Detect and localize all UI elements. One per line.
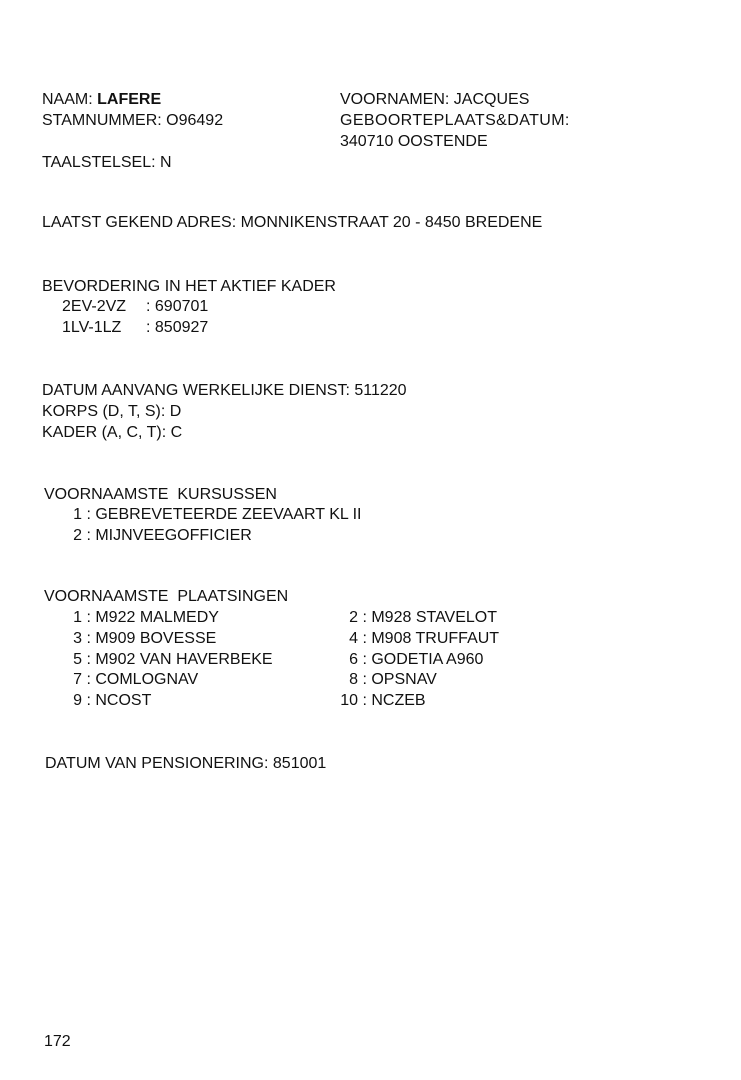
plaatsing-number: 3: [73, 630, 82, 647]
naam-line: [42, 90, 161, 110]
plaatsing-item: [335, 691, 426, 711]
plaatsing-number: 8: [349, 671, 358, 688]
pensionering-label: DATUM VAN PENSIONERING:: [45, 755, 269, 772]
bevordering-date: : 850927: [146, 319, 209, 336]
plaatsing-item: [60, 608, 219, 628]
kursus-item: [60, 526, 252, 546]
voornamen-value: JACQUES: [453, 91, 530, 108]
taalstelsel-value: N: [159, 154, 172, 171]
aanvang-line: [42, 381, 407, 401]
bevordering-grade: 1LV-1LZ: [62, 319, 122, 336]
kursussen-heading: VOORNAAMSTE KURSUSSEN: [44, 486, 277, 503]
kursus-text: : MIJNVEEGOFFICIER: [86, 527, 252, 544]
korps-label: KORPS (D, T, S):: [42, 403, 166, 420]
pensionering-value: 851001: [272, 755, 327, 772]
aanvang-label: DATUM AANVANG WERKELIJKE DIENST:: [42, 382, 350, 399]
plaatsing-number: 1: [73, 609, 82, 626]
plaatsing-number: 5: [73, 651, 82, 668]
kader-line: [42, 423, 182, 443]
plaatsing-item: [335, 608, 497, 628]
korps-value: D: [169, 403, 182, 420]
stamnummer-line: [42, 111, 223, 131]
kader-label: KADER (A, C, T):: [42, 424, 167, 441]
bevordering-date: : 690701: [146, 298, 209, 315]
bevordering-heading: BEVORDERING IN HET AKTIEF KADER: [42, 278, 336, 295]
plaatsing-item: [335, 629, 499, 649]
plaatsing-item: [60, 670, 198, 690]
plaatsing-text: : GODETIA A960: [362, 651, 484, 668]
bevordering-item: [62, 297, 208, 317]
kursus-text: : GEBREVETEERDE ZEEVAART KL II: [86, 506, 362, 523]
pensionering-line: [45, 754, 326, 774]
page-number: 172: [44, 1033, 71, 1050]
bevordering-item: [62, 318, 208, 338]
stamnummer-label: STAMNUMMER:: [42, 112, 162, 129]
plaatsing-text: : NCOST: [86, 692, 152, 709]
plaatsing-text: : COMLOGNAV: [86, 671, 199, 688]
plaatsing-text: : M922 MALMEDY: [86, 609, 219, 626]
plaatsing-number: 6: [349, 651, 358, 668]
plaatsing-number: 7: [73, 671, 82, 688]
plaatsing-item: [60, 629, 216, 649]
taalstelsel-line: [42, 153, 172, 173]
plaatsing-number: 2: [349, 609, 358, 626]
kursus-number: 2: [73, 527, 82, 544]
adres-label: LAATST GEKEND ADRES:: [42, 214, 237, 231]
aanvang-value: 511220: [354, 382, 407, 399]
plaatsing-item: [335, 670, 437, 690]
plaatsing-text: : M902 VAN HAVERBEKE: [86, 651, 273, 668]
plaatsing-number: 9: [73, 692, 82, 709]
plaatsing-text: : M928 STAVELOT: [362, 609, 498, 626]
plaatsing-number: 4: [349, 630, 358, 647]
geboorte-label: GEBOORTEPLAATS&DATUM:: [340, 112, 570, 129]
kursus-item: [60, 505, 362, 525]
adres-line: [42, 213, 542, 233]
geboorte-value: 340710 OOSTENDE: [340, 133, 488, 150]
plaatsing-item: [335, 650, 483, 670]
plaatsing-text: : OPSNAV: [362, 671, 437, 688]
korps-line: [42, 402, 181, 422]
plaatsing-number: 10: [340, 692, 358, 709]
taalstelsel-label: TAALSTELSEL:: [42, 154, 156, 171]
naam-label: NAAM:: [42, 91, 93, 108]
plaatsing-text: : M909 BOVESSE: [86, 630, 217, 647]
plaatsing-item: [60, 691, 151, 711]
kader-value: C: [170, 424, 183, 441]
voornamen-label: VOORNAMEN:: [340, 91, 450, 108]
plaatsing-text: : NCZEB: [362, 692, 426, 709]
bevordering-grade: 2EV-2VZ: [62, 298, 127, 315]
plaatsingen-heading: VOORNAAMSTE PLAATSINGEN: [44, 588, 289, 605]
voornamen-line: [340, 90, 529, 110]
plaatsing-text: : M908 TRUFFAUT: [362, 630, 500, 647]
naam-value: LAFERE: [97, 91, 162, 108]
plaatsing-item: [60, 650, 273, 670]
adres-value: MONNIKENSTRAAT 20 - 8450 BREDENE: [240, 214, 543, 231]
kursus-number: 1: [73, 506, 82, 523]
stamnummer-value: O96492: [166, 112, 224, 129]
